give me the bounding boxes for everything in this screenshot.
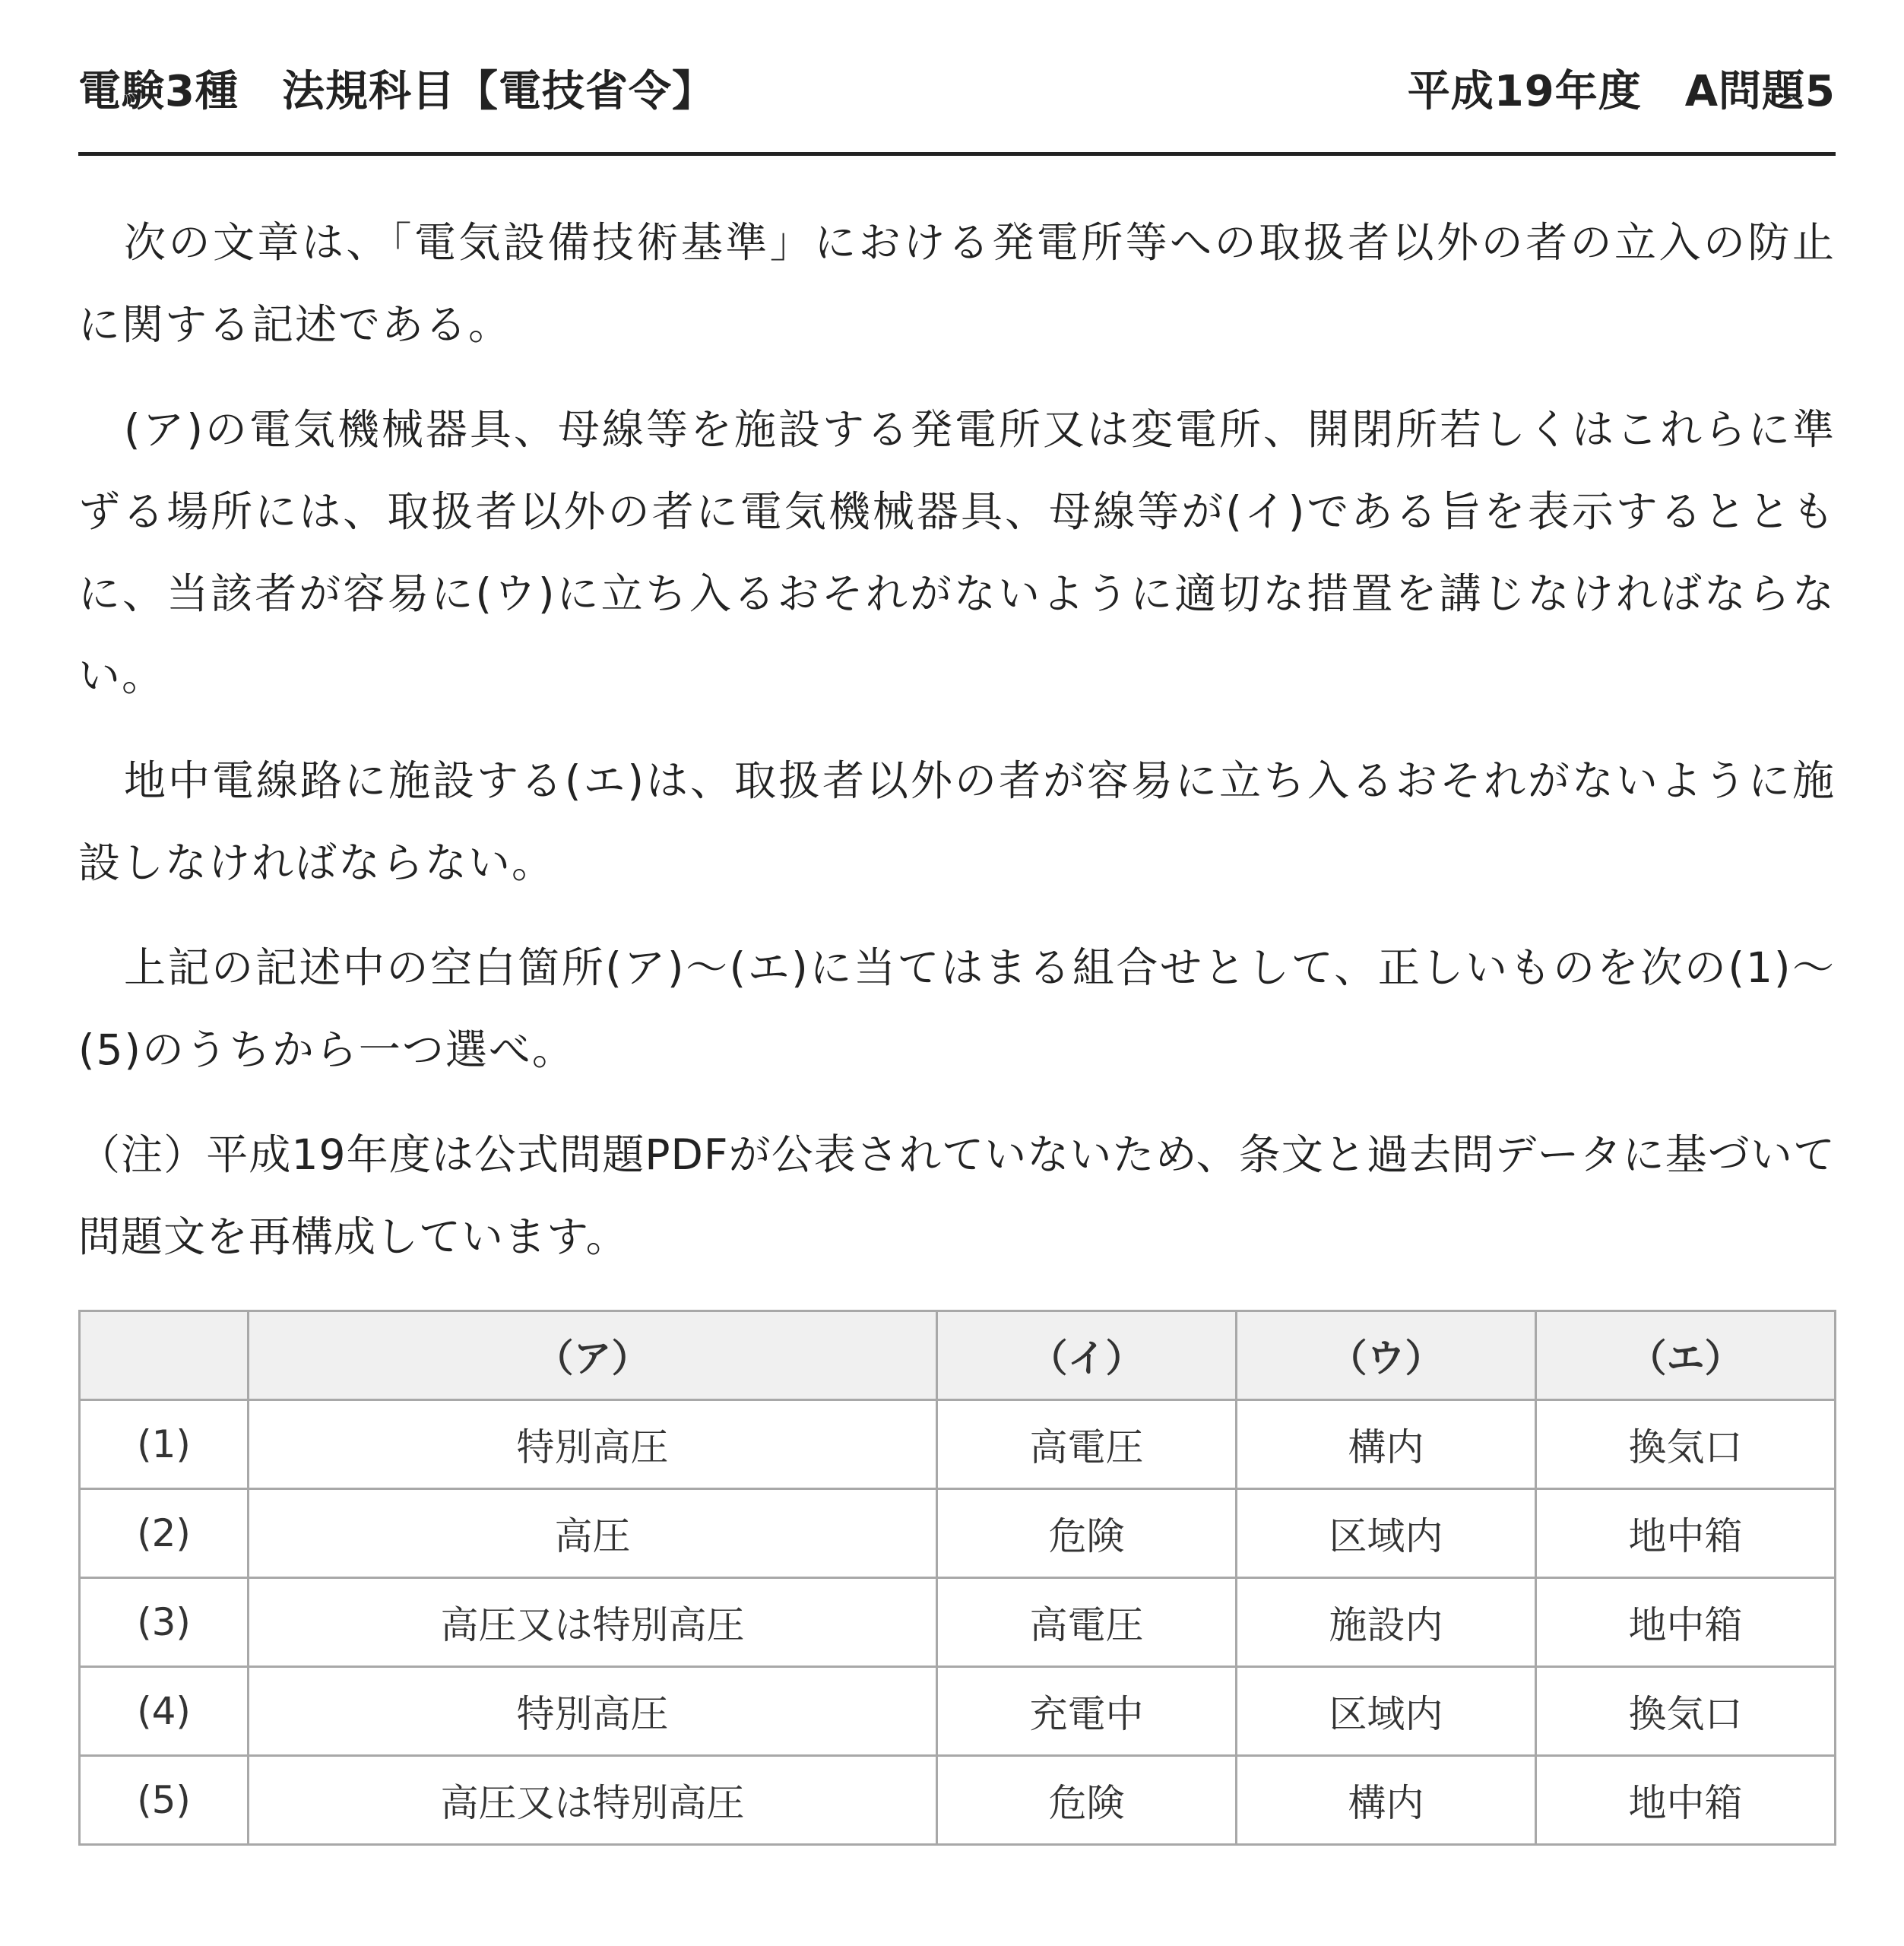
choice-u: 施設内 <box>1237 1578 1536 1667</box>
choice-number: (5) <box>80 1756 249 1845</box>
choice-number: (4) <box>80 1667 249 1756</box>
question-paragraph-1: (ア)の電気機械器具、母線等を施設する発電所又は変電所、開閉所若しくはこれらに準ずる場所には、取扱者以外の者に電気機械器具、母線等が(イ)である旨を表示するとともに、当該者が容易に(ウ)に立ち入るおそれがないように適切な措置を講じなければならない。 <box>78 405 1836 700</box>
question-note: （注）平成19年度は公式問題PDFが公表されていないため、条文と過去問データに基づいて問題文を再構成しています。 <box>78 1130 1836 1261</box>
choice-u: 区域内 <box>1237 1489 1536 1578</box>
choice-a: 高圧又は特別高圧 <box>249 1578 937 1667</box>
choice-a: 特別高圧 <box>249 1667 937 1756</box>
choice-i: 高電圧 <box>937 1400 1237 1489</box>
question-instruction: 上記の記述中の空白箇所(ア)〜(エ)に当てはまる組合せとして、正しいものを次の(1)〜(5)のうちから一つ選べ。 <box>78 943 1836 1074</box>
exam-year-question: 平成19年度 A問題5 <box>1407 67 1836 116</box>
choice-a: 高圧又は特別高圧 <box>249 1756 937 1845</box>
header-cell-e: （エ） <box>1536 1311 1836 1400</box>
choice-e: 換気口 <box>1536 1667 1836 1756</box>
choice-number: (1) <box>80 1400 249 1489</box>
choice-e: 換気口 <box>1536 1400 1836 1489</box>
choice-u: 構内 <box>1237 1756 1536 1845</box>
choice-u: 区域内 <box>1237 1667 1536 1756</box>
choice-i: 高電圧 <box>937 1578 1237 1667</box>
choice-i: 危険 <box>937 1756 1237 1845</box>
choice-a: 特別高圧 <box>249 1400 937 1489</box>
choice-a: 高圧 <box>249 1489 937 1578</box>
table-row <box>80 1667 1836 1756</box>
question-intro: 次の文章は、「電気設備技術基準」における発電所等への取扱者以外の者の立入の防止に関する記述である。 <box>78 218 1836 349</box>
choice-u: 構内 <box>1237 1400 1536 1489</box>
table-header-row <box>80 1311 1836 1400</box>
table-row <box>80 1756 1836 1845</box>
choice-number: (2) <box>80 1489 249 1578</box>
page-header <box>78 53 1836 123</box>
table-row <box>80 1578 1836 1667</box>
choice-number: (3) <box>80 1578 249 1667</box>
document-page <box>78 53 1836 1846</box>
choice-e: 地中箱 <box>1536 1489 1836 1578</box>
subject-title: 電験3種 法規科目【電技省令】 <box>78 67 715 116</box>
choice-i: 危険 <box>937 1489 1237 1578</box>
header-cell-number <box>80 1311 249 1400</box>
answer-choices-table <box>78 1310 1836 1846</box>
question-paragraph-2: 地中電線路に施設する(エ)は、取扱者以外の者が容易に立ち入るおそれがないように施設しなければならない。 <box>78 756 1836 887</box>
header-cell-i: （イ） <box>937 1311 1237 1400</box>
header-cell-a: （ア） <box>249 1311 937 1400</box>
choice-e: 地中箱 <box>1536 1756 1836 1845</box>
choice-i: 充電中 <box>937 1667 1237 1756</box>
table-row <box>80 1489 1836 1578</box>
choice-e: 地中箱 <box>1536 1578 1836 1667</box>
header-cell-u: （ウ） <box>1237 1311 1536 1400</box>
header-divider <box>78 152 1836 156</box>
table-row <box>80 1400 1836 1489</box>
question-body <box>78 201 1836 1278</box>
